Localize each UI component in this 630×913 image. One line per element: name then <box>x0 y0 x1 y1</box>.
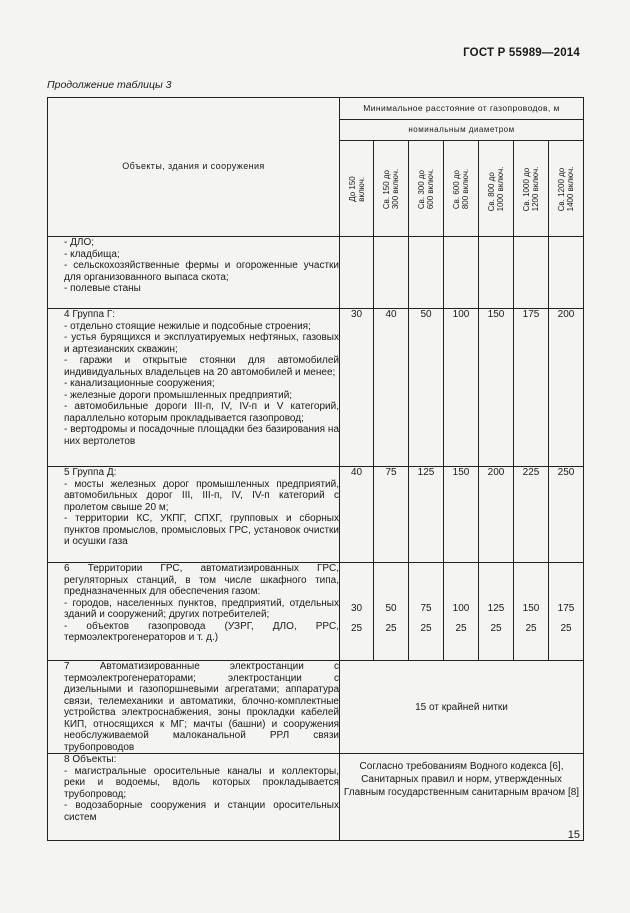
table-row <box>48 754 584 841</box>
standard-number: ГОСТ Р 55989—2014 <box>463 47 580 59</box>
value-cell: 150 <box>444 467 479 563</box>
value-cell: 200 <box>549 309 584 467</box>
column-header: Св. 1200 до 1400 включ. <box>549 141 584 237</box>
value-cell: 40 <box>340 467 374 563</box>
value-cell: 125 25 <box>479 563 514 661</box>
value-cell: 175 25 <box>549 563 584 661</box>
row-objects: - ДЛО; - кладбища; - сельскохозяйственные фермы и огороженные участки для организованного выпаса скота; - полевые станы <box>48 237 340 309</box>
value-cell: 100 <box>444 309 479 467</box>
value-cell: 125 <box>409 467 444 563</box>
value-cell: 75 <box>374 467 409 563</box>
value-cell: 40 <box>374 309 409 467</box>
value-cell: 30 <box>340 309 374 467</box>
table-row <box>48 237 584 309</box>
value-cell: 250 <box>549 467 584 563</box>
value-cell: 50 25 <box>374 563 409 661</box>
row-objects: 8 Объекты: - магистральные оросительные каналы и коллекторы, реки и водоемы, вдоль которых прокладывается трубопровод; - водозаборные сооружения и станции оросительных систем <box>48 754 340 841</box>
row-objects: 4 Группа Г: - отдельно стоящие нежилые и подсобные строения; - устья бурящихся и эксплуатируемых нефтяных, газовых и артезианских скважин; - гаражи и открытые стоянки для автомобилей индивидуальных владельцев на 20 автомобилей и менее; - канализационные сооружения; - железные дороги промышленных предприятий; - автомобильные дороги III-п, IV, IV-п и V категорий, параллельно которым прокладывается газопровод; - вертодромы и посадочные площадки без базирования на них вертолетов <box>48 309 340 467</box>
row-objects: 7 Автоматизированные электростанции с термоэлектрогенераторами; электростанции с дизельными и газопоршневыми агрегатами; аппаратура связи, телемеханики и автоматики, блочно-комплектные устройства электроснабжения, зоны прокладки кабелей КИП, относящихся к МГ; мачты (башни) и сооружения необслуживаемой малоканальной РРЛ связи трубопроводов <box>48 661 340 754</box>
objects-column-header: Объекты, здания и сооружения <box>48 98 340 237</box>
page-number: 15 <box>567 829 580 841</box>
value-cell: 50 <box>409 309 444 467</box>
row-objects: 6 Территории ГРС, автоматизированных ГРС, регуляторных станций, в том числе шкафного типа, предназначенных для обеспечения газом: - городов, населенных пунктов, предприятий, отдельных зданий и сооружений; других потребителей; - объектов газопровода (УЗРГ, ДЛО, РРС, термоэлектрогенераторов и т. д.) <box>48 563 340 661</box>
value-cell: 30 25 <box>340 563 374 661</box>
table-row <box>48 563 584 661</box>
value-cell: 225 <box>514 467 549 563</box>
value-cell: 100 25 <box>444 563 479 661</box>
diameter-header: номинальным диаметром <box>340 120 584 141</box>
distance-table <box>47 97 584 841</box>
value-cell: 15 от крайней нитки <box>340 661 584 754</box>
row-objects: 5 Группа Д: - мосты железных дорог промышленных предприятий, автомобильных дорог III, III-п, IV, IV-п категорий с пролетом свыше 20 м; - территории КС, УКПГ, СПХГ, групповых и сборных пунктов промыслов, промысловых ГРС, установок очистки и осушки газа <box>48 467 340 563</box>
column-header: Св. 300 до 600 включ. <box>409 141 444 237</box>
value-cell: Согласно требованиям Водного кодекса [6], Санитарных правил и норм, утвержденных Главным государственным санитарным врачом [8] <box>340 754 584 841</box>
column-header: До 150 включ. <box>340 141 374 237</box>
value-cell: 175 <box>514 309 549 467</box>
table-row <box>48 467 584 563</box>
column-header: Св. 800 до 1000 включ. <box>479 141 514 237</box>
column-header: Св. 600 до 800 включ. <box>444 141 479 237</box>
column-header: Св. 150 до 300 включ. <box>374 141 409 237</box>
value-cell: 200 <box>479 467 514 563</box>
table-row <box>48 309 584 467</box>
table-row <box>48 661 584 754</box>
value-cell: 150 25 <box>514 563 549 661</box>
column-header: Св. 1000 до 1200 включ. <box>514 141 549 237</box>
distance-header: Минимальное расстояние от газопроводов, м <box>340 98 584 120</box>
value-cell: 75 25 <box>409 563 444 661</box>
value-cell: 150 <box>479 309 514 467</box>
table-caption: Продолжение таблицы 3 <box>47 79 172 91</box>
